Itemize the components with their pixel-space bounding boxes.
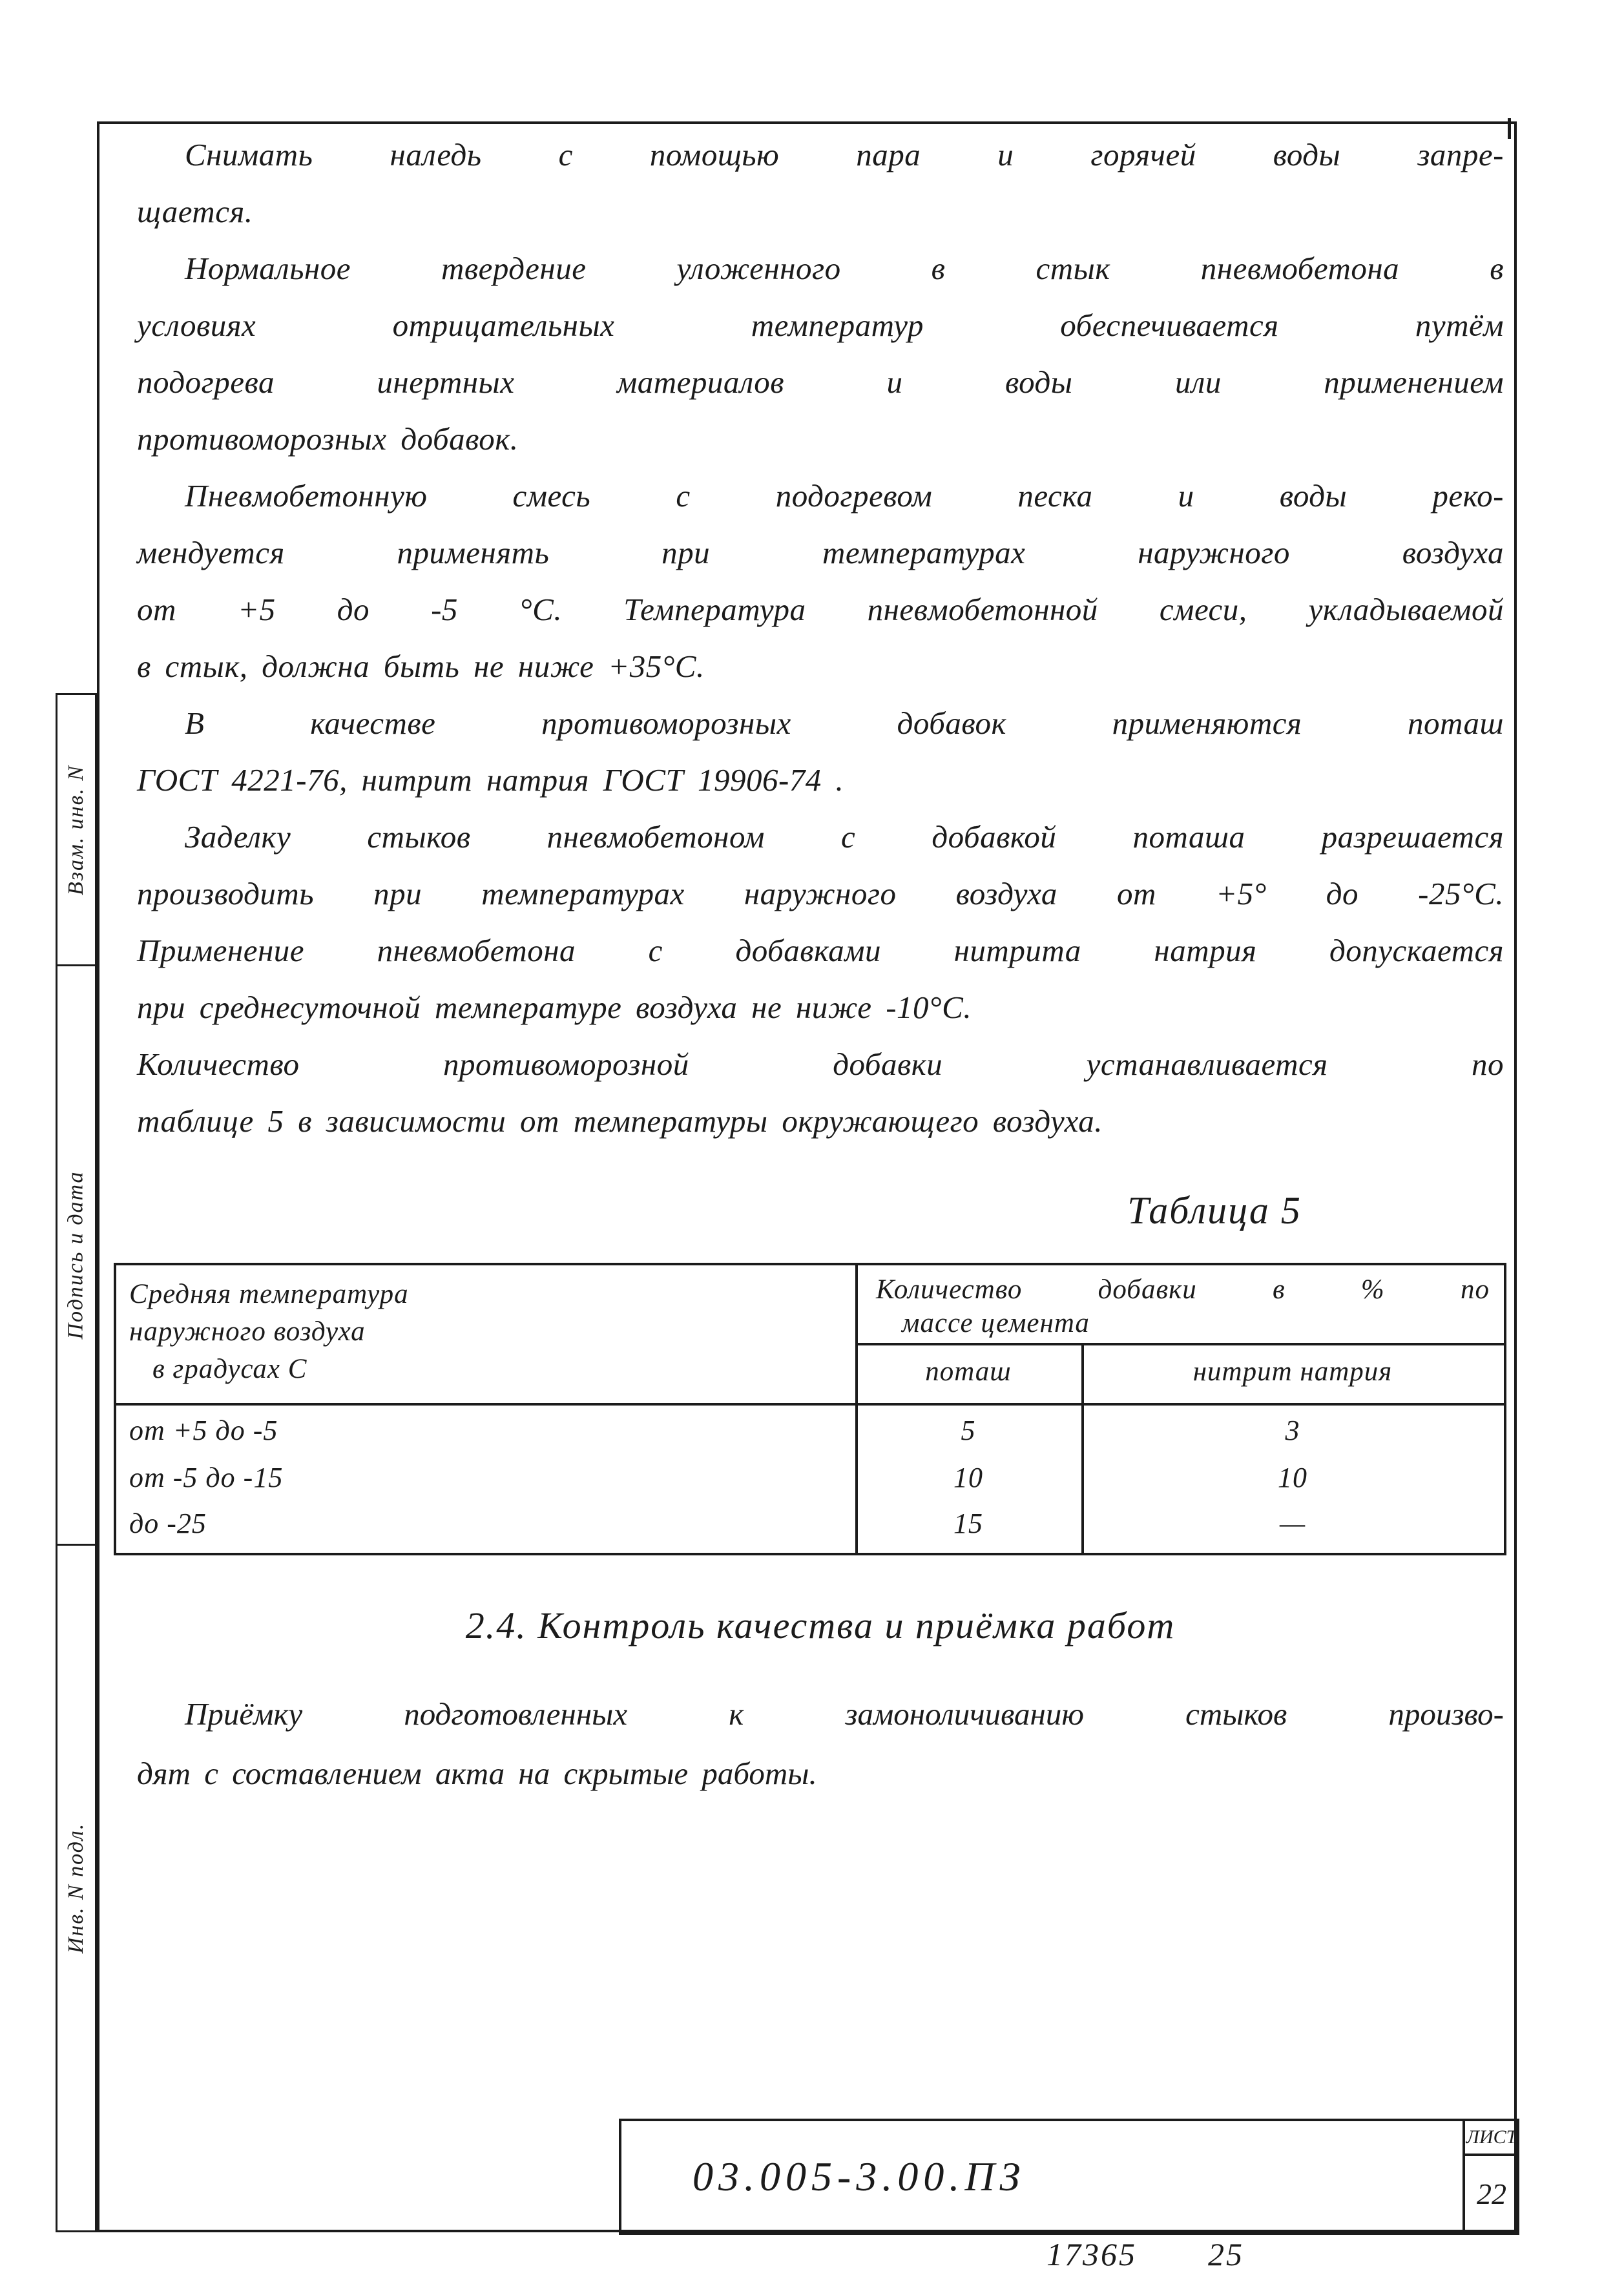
body-line: Снимать наледь с помощью пара и горячей воды запре- (185, 137, 1504, 172)
document-number: 03.005-3.00.ПЗ (692, 2154, 1026, 2199)
additives-table (114, 1263, 1506, 1555)
table-subheader-potash: поташ (925, 1356, 1012, 1387)
body-line: Заделку стыков пневмобетоном с добавкой поташа разрешается (185, 819, 1504, 855)
table-cell: 10 (953, 1462, 983, 1493)
table-cell: — (1279, 1508, 1306, 1539)
body-line: Приёмку подготовленных к замоноличиванию стыков произво- (185, 1696, 1504, 1732)
table-subheader-nitrite: нитрит натрия (1192, 1356, 1393, 1387)
body-line: подогрева инертных материалов и воды или применением (137, 364, 1504, 400)
table-col2-header-line: массе цемента (902, 1308, 1090, 1338)
side-label-inv-podl (56, 1544, 97, 2232)
body-line: при среднесуточной температуре воздуха не ниже -10°С. (137, 990, 972, 1025)
body-line: В качестве противоморозных добавок применяются поташ (185, 705, 1504, 741)
closing-paragraph (137, 1685, 1504, 1803)
footnote-left: 17365 (1046, 2236, 1137, 2272)
side-label-vzam-inv (56, 693, 97, 966)
table-col2-header-underline (855, 1343, 1504, 1345)
side-label-podpis-data (56, 964, 97, 1546)
table-cell: 5 (961, 1415, 976, 1446)
table-cell: 3 (1285, 1415, 1300, 1446)
body-line: таблице 5 в зависимости от температуры окружающего воздуха. (137, 1103, 1103, 1139)
body-line: Пневмобетонную смесь с подогревом песка и воды реко- (185, 478, 1504, 514)
table-caption: Таблица 5 (1127, 1189, 1302, 1232)
body-line: от +5 до -5 °С. Температура пневмобетонной смеси, укладываемой (137, 592, 1504, 627)
frame-corner-mark (1508, 118, 1511, 139)
table-cell: от +5 до -5 (129, 1415, 278, 1446)
side-label-text: Взам. инв. N (64, 764, 88, 895)
body-line: Количество противоморозной добавки устанавливается по (137, 1046, 1504, 1082)
table-cell: 10 (1278, 1462, 1307, 1493)
body-line: Нормальное твердение уложенного в стык пневмобетона в (185, 251, 1504, 286)
body-line: мендуется применять при температурах наружного воздуха (137, 535, 1504, 570)
table-cell: 15 (953, 1508, 983, 1539)
sheet-number: 22 (1477, 2177, 1506, 2210)
body-line: в стык, должна быть не ниже +35°С. (137, 649, 705, 684)
footnote-right: 25 (1208, 2236, 1244, 2272)
body-line: дят с составлением акта на скрытые работы. (137, 1756, 817, 1791)
body-line: условиях отрицательных температур обеспечивается путём (137, 307, 1504, 343)
body-text (137, 127, 1504, 1150)
table-col1-header-line: Средняя температура (129, 1279, 409, 1309)
table-col2-header-line: Количество добавки в % по (876, 1274, 1490, 1305)
table-col1-header-line: в градусах С (152, 1354, 307, 1384)
table-col1-header-line: наружного воздуха (129, 1316, 366, 1347)
body-line: Применение пневмобетона с добавками нитрита натрия допускается (137, 933, 1504, 968)
side-label-text: Подпись и дата (64, 1170, 88, 1340)
body-line: ГОСТ 4221-76, нитрит натрия ГОСТ 19906-74 . (137, 762, 844, 798)
body-line: производить при температурах наружного воздуха от +5° до -25°С. (137, 876, 1504, 911)
table-header-separator (116, 1403, 1504, 1406)
table-cell: до -25 (129, 1508, 207, 1539)
title-block (619, 2119, 1519, 2235)
body-line: щается. (137, 194, 253, 229)
table-cell: от -5 до -15 (129, 1462, 284, 1493)
side-label-text: Инв. N подл. (64, 1822, 88, 1954)
sheet-label: ЛИСТ (1466, 2126, 1517, 2148)
handwritten-page-numbers (1046, 2236, 1499, 2272)
section-heading: 2.4. Контроль качества и приёмка работ (465, 1604, 1176, 1646)
body-line: противоморозных добавок. (137, 421, 519, 457)
